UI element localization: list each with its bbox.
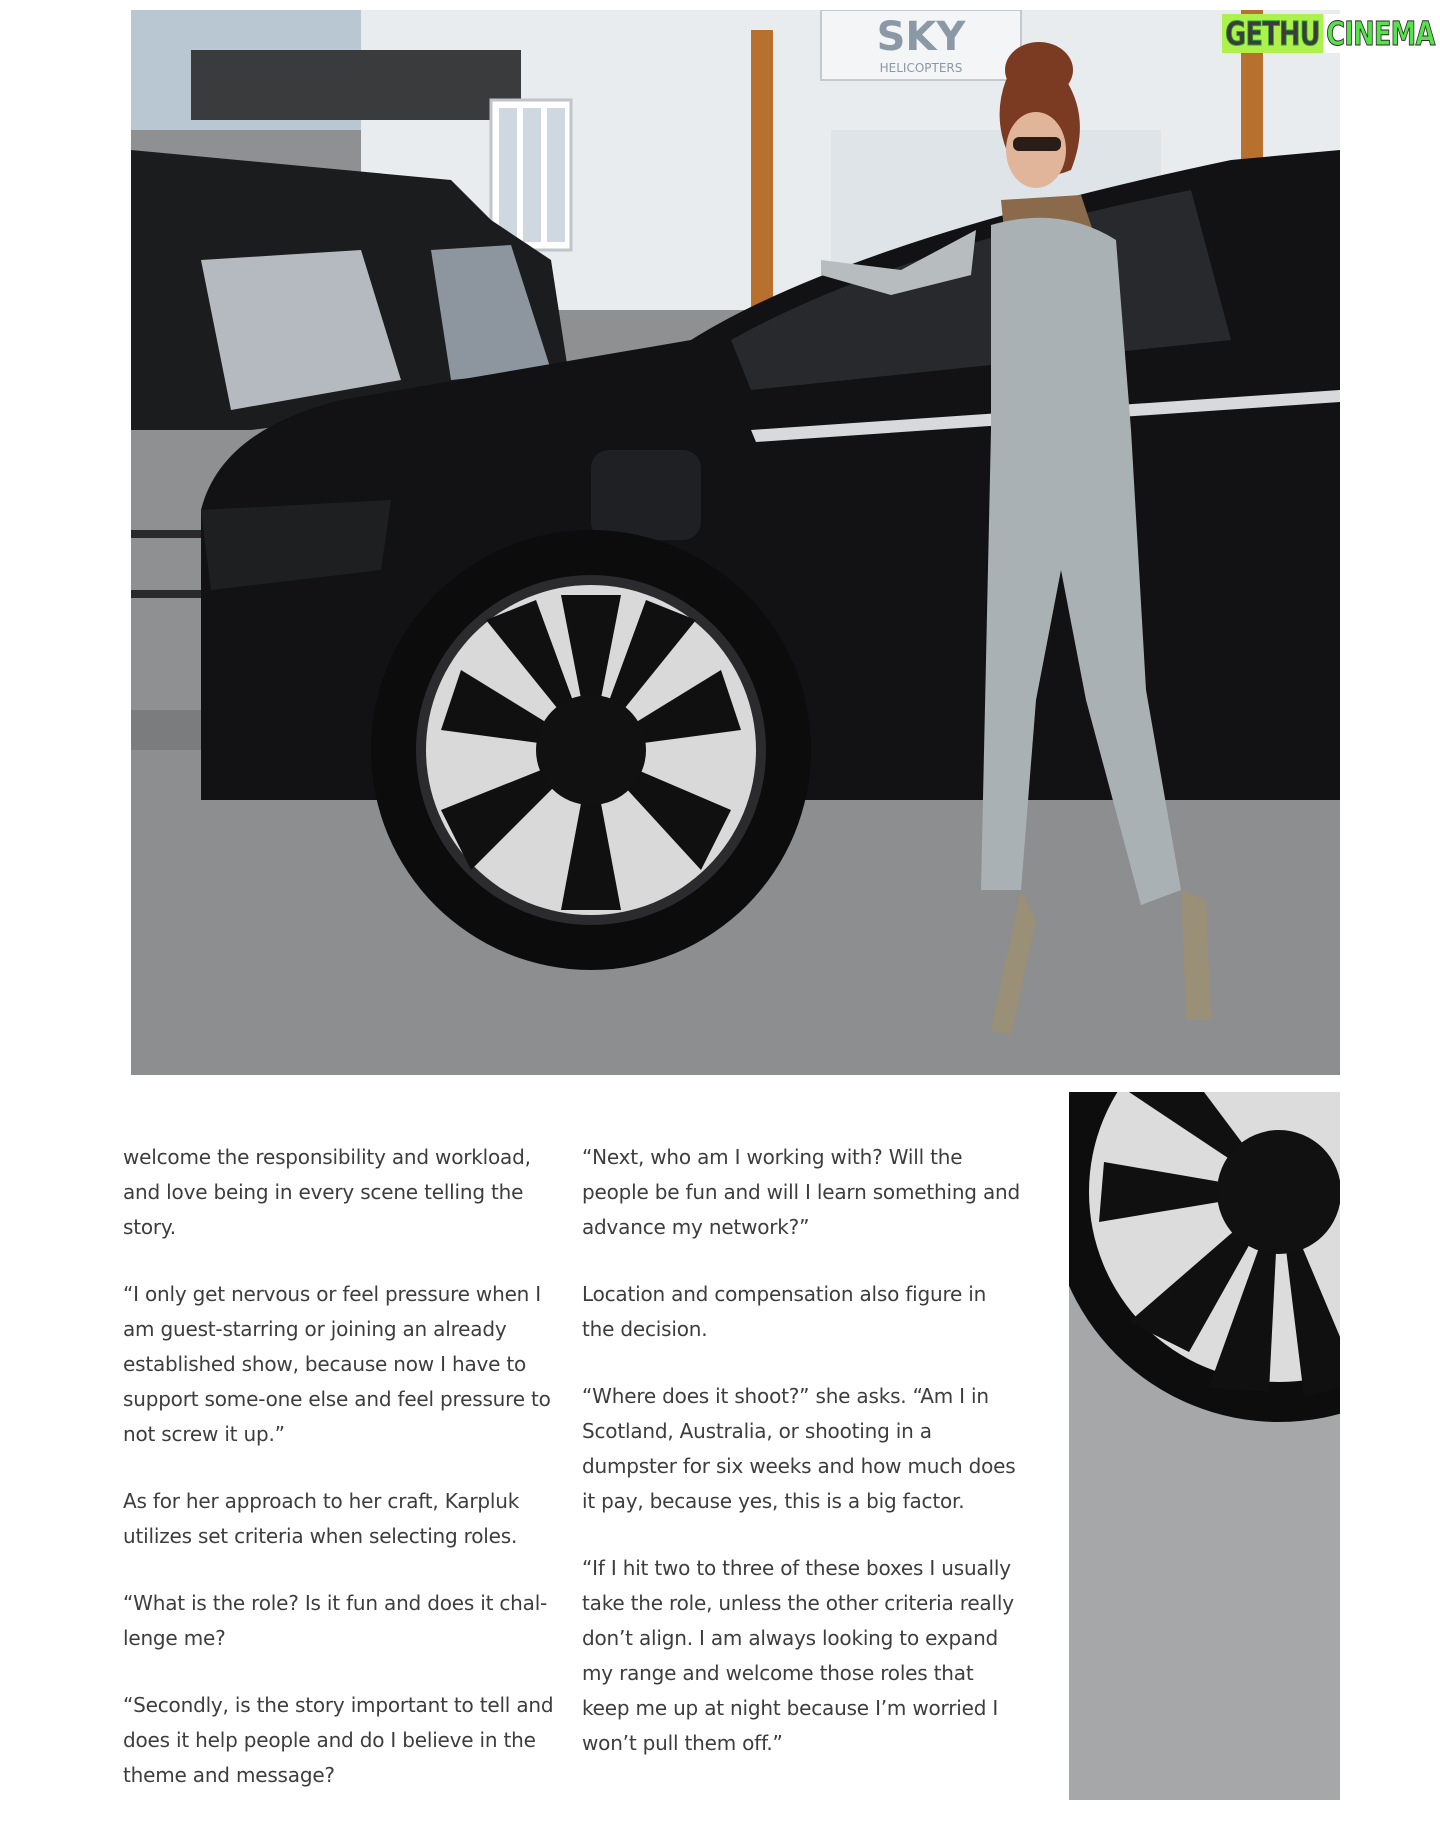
hangar-sign-text: SKY (876, 14, 966, 60)
watermark-part1: GETHU (1222, 14, 1323, 53)
article-paragraph: “What is the role? Is it fun and does it chal-lenge me? (123, 1591, 548, 1650)
side-wheel-photo (1069, 1092, 1340, 1800)
watermark-logo (1222, 8, 1435, 58)
article-paragraph: “I only get nervous or feel pressure when I am guest-starring or joining an already established show, because now I have to support some-one else and feel pressure to not screw it up.” (123, 1282, 551, 1446)
article-paragraph: “If I hit two to three of these boxes I usually take the role, unless the other criteria really don’t align. I am always looking to expand my range and welcome those roles that keep me up at night because I’m worried I won’t pull them off.” (582, 1556, 1014, 1755)
hero-photo-illustration (131, 10, 1340, 1075)
article-right-column (582, 1140, 1022, 1793)
article-paragraph: “Where does it shoot?” she asks. “Am I in Scotland, Australia, or shooting in a dumpster for six weeks and how much does it pay, because yes, this is a big factor. (582, 1384, 1016, 1513)
article-paragraph: As for her approach to her craft, Karpluk utilizes set criteria when selecting roles. (123, 1489, 520, 1548)
article-paragraph: welcome the responsibility and workload, and love being in every scene telling the story. (123, 1145, 531, 1239)
article-paragraph: Location and compensation also figure in the decision. (582, 1282, 987, 1341)
hangar-sign-subtext: HELICOPTERS (879, 61, 963, 75)
side-wheel-illustration (1069, 1092, 1340, 1800)
article-paragraph: “Next, who am I working with? Will the people be fun and will I learn something and advance my network?” (582, 1145, 1020, 1239)
article-paragraph: “Secondly, is the story important to tell and does it help people and do I believe in the theme and message? (123, 1693, 554, 1787)
article-left-column (123, 1140, 573, 1825)
watermark-part2: CINEMA (1323, 14, 1438, 53)
hero-photo (131, 10, 1340, 1075)
